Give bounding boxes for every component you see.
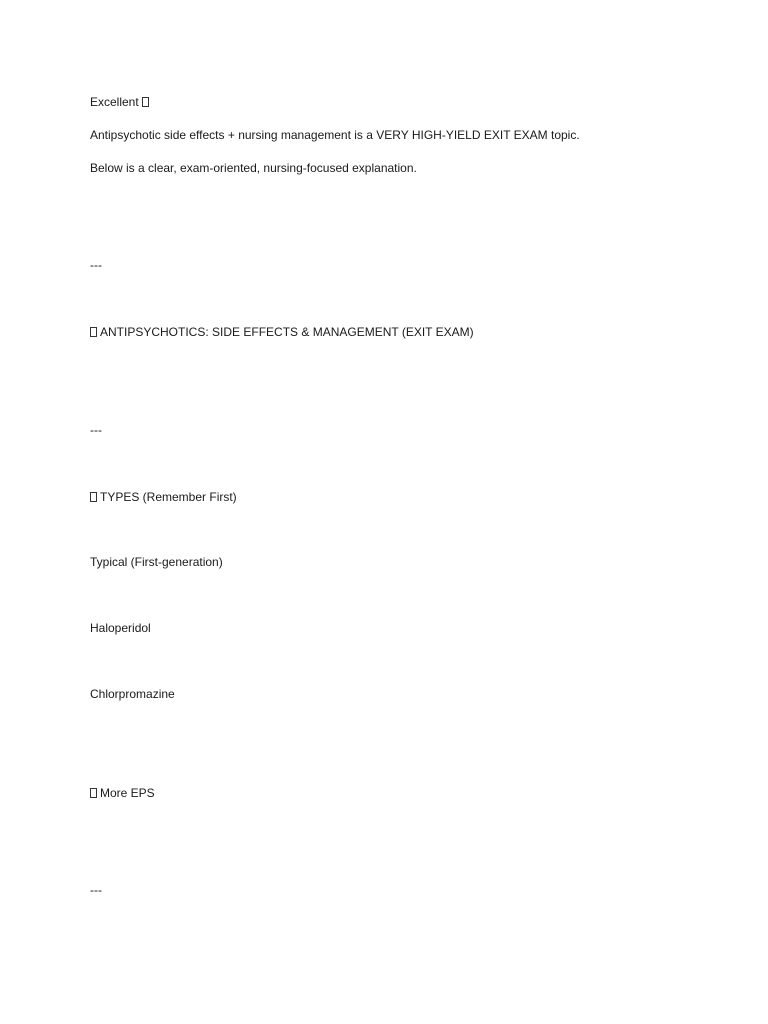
separator-text: --- [90,258,102,272]
line-text: Below is a clear, exam-oriented, nursing-focused explanation. [90,161,417,175]
line-text: Chlorpromazine [90,687,175,701]
line-text: Haloperidol [90,621,151,635]
doc-separator-3 [90,882,102,898]
line-text: More EPS [100,786,155,800]
doc-line-subintro [90,160,417,176]
missing-glyph-icon [90,788,97,798]
doc-heading-types [90,489,237,505]
doc-line-excellent [90,94,149,110]
separator-text: --- [90,423,102,437]
missing-glyph-icon [90,492,97,502]
doc-separator-2 [90,422,102,438]
doc-line-more-eps [90,785,155,801]
line-text: Excellent [90,95,139,109]
line-text: Antipsychotic side effects + nursing management is a VERY HIGH-YIELD EXIT EXAM topic. [90,128,580,142]
heading-text: ANTIPSYCHOTICS: SIDE EFFECTS & MANAGEMENT (EXIT EXAM) [100,325,474,339]
doc-line-typical [90,554,223,570]
line-text: Typical (First-generation) [90,555,223,569]
heading-text: TYPES (Remember First) [100,490,237,504]
doc-line-intro [90,127,580,143]
doc-heading-antipsychotics [90,324,474,340]
doc-separator-1 [90,257,102,273]
missing-glyph-icon [90,327,97,337]
doc-line-chlorpromazine [90,686,175,702]
missing-glyph-icon [142,97,149,107]
doc-line-haloperidol [90,620,151,636]
separator-text: --- [90,883,102,897]
